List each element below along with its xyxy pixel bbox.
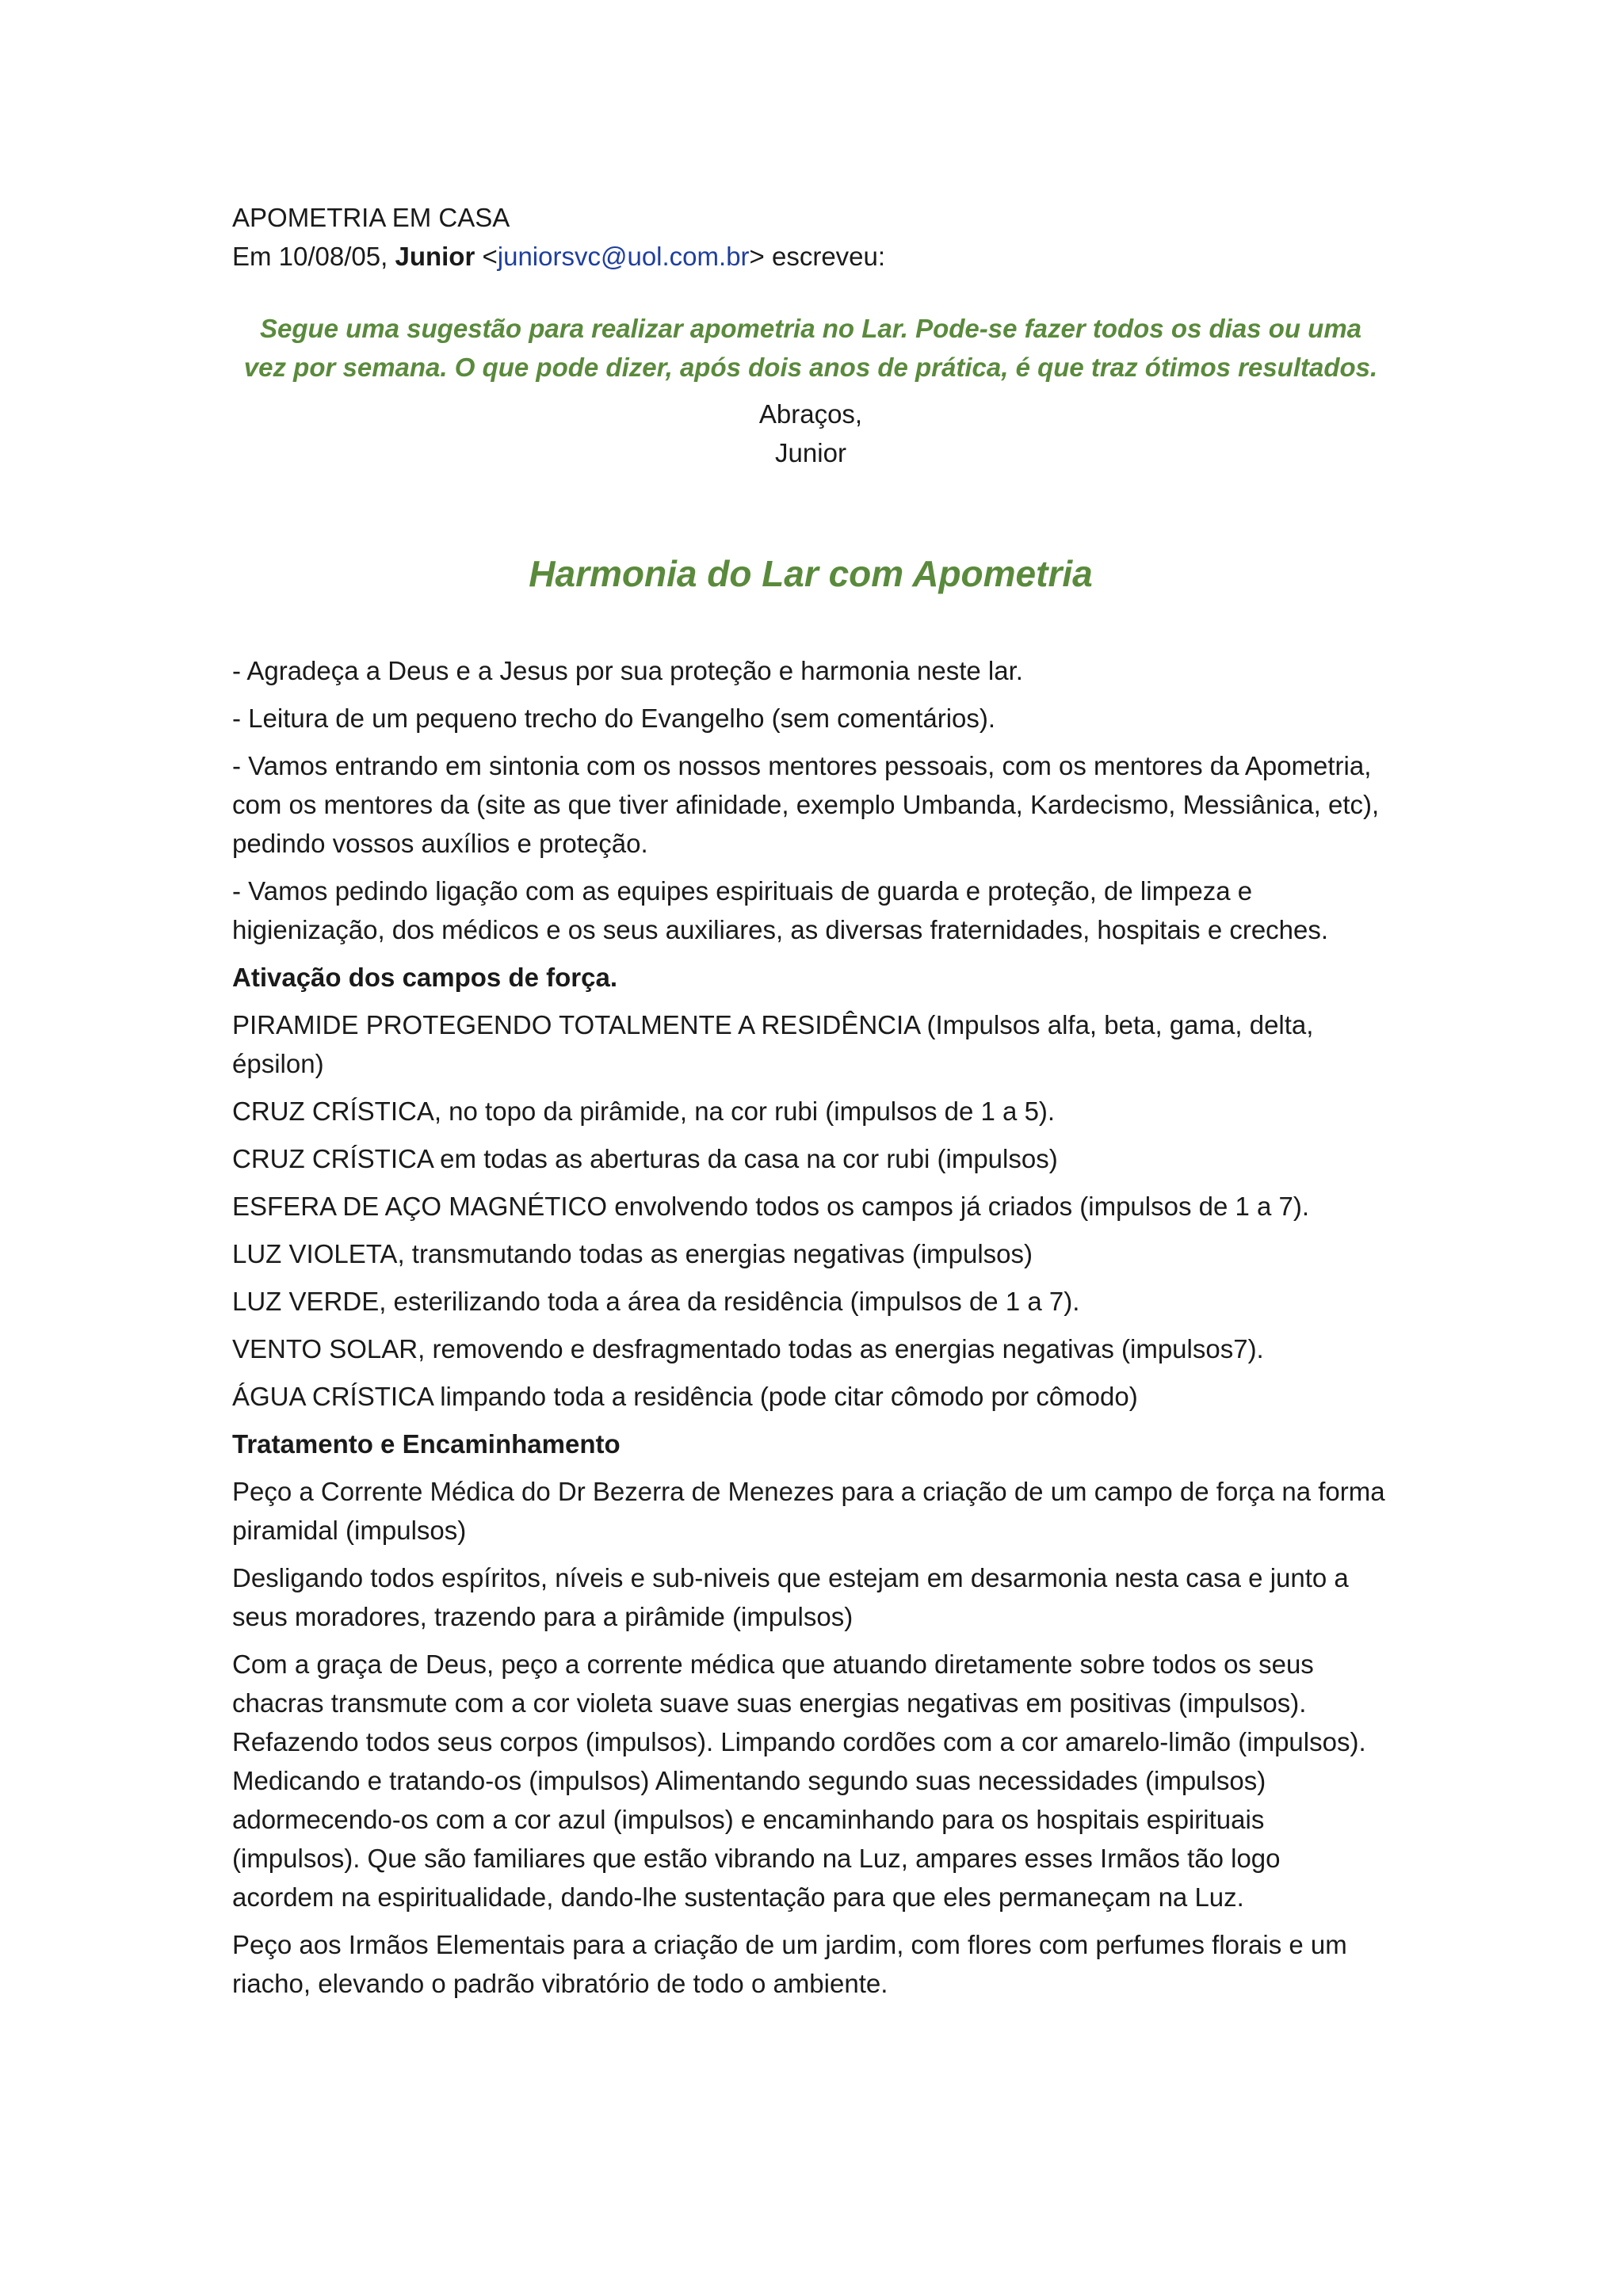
document-title: APOMETRIA EM CASA — [232, 203, 510, 232]
tratamento-item: Peço a Corrente Médica do Dr Bezerra de Menezes para a criação de um campo de força na forma piramidal (impulsos) — [232, 1477, 1385, 1545]
tratamento-item: Peço aos Irmãos Elementais para a criação de um jardim, com flores com perfumes florais e um riacho, elevando o padrão vibratório de todo o ambiente. — [232, 1930, 1347, 1998]
section-heading-campos: Ativação dos campos de força. — [232, 963, 617, 992]
campo-item: CRUZ CRÍSTICA, no topo da pirâmide, na cor rubi (impulsos de 1 a 5). — [232, 1097, 1056, 1126]
email-header-line — [232, 237, 1389, 276]
main-title: Harmonia do Lar com Apometria — [529, 553, 1093, 594]
opening-line: - Vamos entrando em sintonia com os nossos mentores pessoais, com os mentores da Apometria, com os mentores da (site as que tiver afinidade, exemplo Umbanda, Kardecismo, Messiânica, etc), pedindo vossos auxílios e proteção. — [232, 751, 1380, 858]
opening-line: - Agradeça a Deus e a Jesus por sua proteção e harmonia neste lar. — [232, 656, 1023, 685]
document-content — [232, 198, 1389, 2012]
campo-item: ÁGUA CRÍSTICA limpando toda a residência (pode citar cômodo por cômodo) — [232, 1382, 1138, 1411]
campo-item: CRUZ CRÍSTICA em todas as aberturas da casa na cor rubi (impulsos) — [232, 1144, 1058, 1173]
body-block — [232, 651, 1389, 2003]
signature-text: Junior — [775, 438, 846, 467]
email-open-bracket: < — [475, 242, 498, 271]
campo-item: LUZ VERDE, esterilizando toda a área da residência (impulsos de 1 a 7). — [232, 1287, 1080, 1316]
tratamento-item: Com a graça de Deus, peço a corrente médica que atuando diretamente sobre todos os seus chacras transmute com a cor violeta suave suas energias negativas em positivas (impulsos). Refazendo todos seus corpos (impulsos). Limpando cordões com a cor amarelo-limão (impulsos). Medicando e tratando-os (impulsos) Alimentando segundo suas necessidades (impulsos) adormecendo-os com a cor azul (impulsos) e encaminhando para os hospitais espirituais (impulsos). Que são familiares que estão vibrando na Luz, ampares esses Irmãos tão logo acordem na espiritualidade, dando-lhe sustentação para que eles permaneçam na Luz. — [232, 1650, 1366, 1912]
intro-text: Segue uma sugestão para realizar apometria no Lar. Pode-se fazer todos os dias ou uma vez por semana. O que pode dizer, após dois anos de prática, é que traz ótimos resultados. — [243, 314, 1378, 382]
signoff-text: Abraços, — [758, 399, 863, 429]
opening-line: - Vamos pedindo ligação com as equipes espirituais de guarda e proteção, de limpeza e higienização, dos médicos e os seus auxiliares, as diversas fraternidades, hospitais e creches. — [232, 876, 1329, 944]
section-heading-tratamento: Tratamento e Encaminhamento — [232, 1429, 621, 1459]
opening-line: - Leitura de um pequeno trecho do Evangelho (sem comentários). — [232, 704, 996, 733]
campo-item: PIRAMIDE PROTEGENDO TOTALMENTE A RESIDÊNCIA (Impulsos alfa, beta, gama, delta, épsilon) — [232, 1010, 1314, 1078]
campo-item: LUZ VIOLETA, transmutando todas as energias negativas (impulsos) — [232, 1239, 1033, 1268]
author-name: Junior — [395, 242, 475, 271]
signoff-block — [232, 395, 1389, 472]
date-prefix: Em 10/08/05, — [232, 242, 395, 271]
campo-item: VENTO SOLAR, removendo e desfragmentado todas as energias negativas (impulsos7). — [232, 1334, 1264, 1363]
email-link[interactable]: juniorsvc@uol.com.br — [497, 242, 750, 271]
campo-item: ESFERA DE AÇO MAGNÉTICO envolvendo todos os campos já criados (impulsos de 1 a 7). — [232, 1192, 1310, 1221]
tratamento-item: Desligando todos espíritos, níveis e sub-niveis que estejam em desarmonia nesta casa e junto a seus moradores, trazendo para a pirâmide (impulsos) — [232, 1563, 1349, 1631]
intro-block — [232, 309, 1389, 472]
email-close-suffix: > escreveu: — [749, 242, 886, 271]
